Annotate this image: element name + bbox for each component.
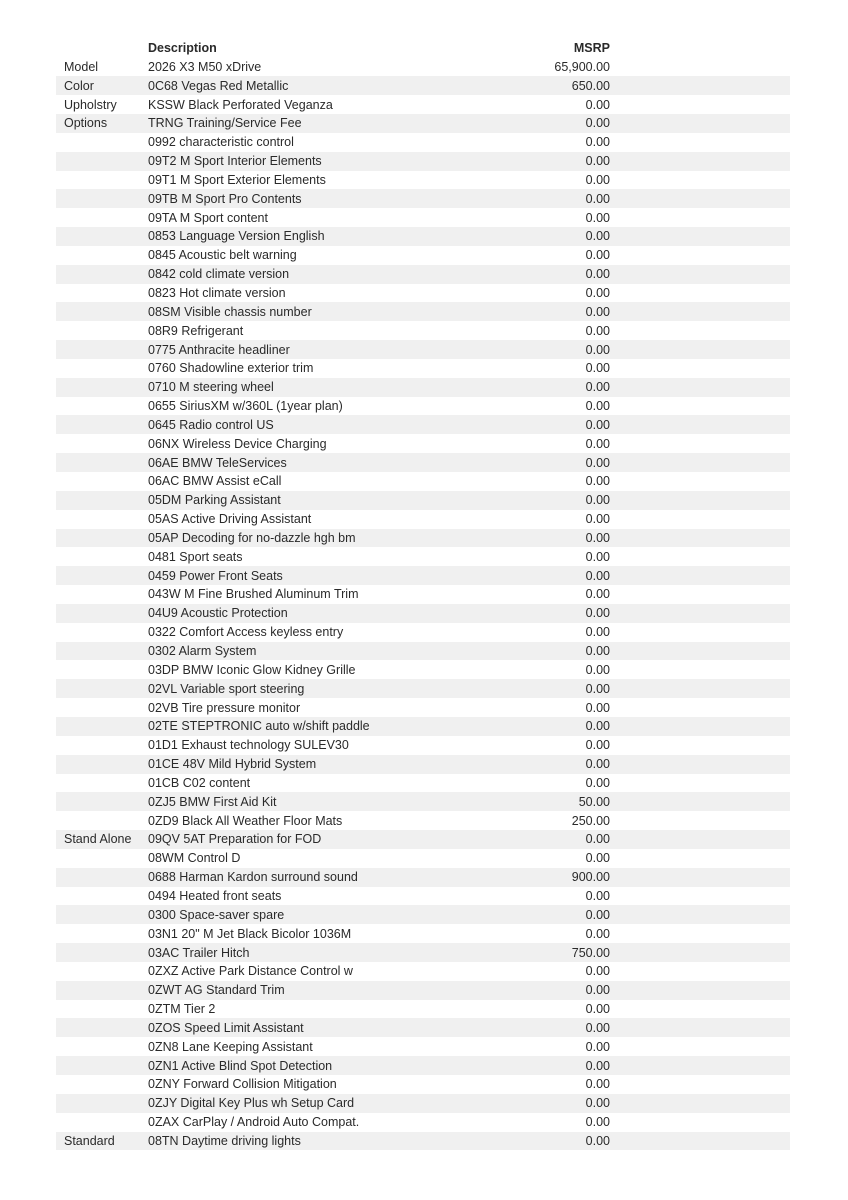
description-cell: 0ZAX CarPlay / Android Auto Compat. — [148, 1115, 360, 1130]
description-cell: 0481 Sport seats — [148, 549, 243, 564]
table-row — [56, 529, 790, 548]
msrp-cell: 0.00 — [585, 323, 610, 338]
table-row — [56, 246, 790, 265]
table-row — [56, 208, 790, 227]
msrp-column-header: MSRP — [573, 41, 610, 56]
description-cell: 08R9 Refrigerant — [148, 323, 244, 338]
category-cell: Standard — [64, 1133, 115, 1148]
msrp-cell: 0.00 — [585, 983, 610, 998]
table-row — [56, 284, 790, 303]
table-row — [56, 642, 790, 661]
table-row — [56, 57, 790, 76]
description-cell: 0ZN1 Active Blind Spot Detection — [148, 1058, 333, 1073]
msrp-cell: 0.00 — [585, 342, 610, 357]
description-cell: TRNG Training/Service Fee — [148, 116, 302, 131]
msrp-cell: 0.00 — [585, 285, 610, 300]
table-row — [56, 1132, 790, 1151]
msrp-cell: 0.00 — [585, 1077, 610, 1092]
table-row — [56, 736, 790, 755]
table-row — [56, 1113, 790, 1132]
msrp-cell: 0.00 — [585, 644, 610, 659]
table-row — [56, 792, 790, 811]
description-cell: 09TB M Sport Pro Contents — [148, 191, 302, 206]
description-cell: 0302 Alarm System — [148, 644, 257, 659]
description-cell: 01D1 Exhaust technology SULEV30 — [148, 738, 349, 753]
msrp-cell: 0.00 — [585, 926, 610, 941]
description-cell: 09T1 M Sport Exterior Elements — [148, 172, 326, 187]
table-row — [56, 849, 790, 868]
description-cell: 0842 cold climate version — [148, 267, 290, 282]
table-body — [56, 57, 790, 1150]
msrp-cell: 0.00 — [585, 417, 610, 432]
table-row — [56, 171, 790, 190]
description-cell: 0ZXZ Active Park Distance Control w — [148, 964, 353, 979]
msrp-cell: 0.00 — [585, 1058, 610, 1073]
table-row — [56, 604, 790, 623]
table-row — [56, 774, 790, 793]
msrp-cell: 0.00 — [585, 512, 610, 527]
table-row — [56, 868, 790, 887]
description-cell: 0ZJ5 BMW First Aid Kit — [148, 794, 277, 809]
table-row — [56, 1094, 790, 1113]
msrp-cell: 0.00 — [585, 964, 610, 979]
table-row — [56, 321, 790, 340]
msrp-cell: 0.00 — [585, 1039, 610, 1054]
description-cell: 02VB Tire pressure monitor — [148, 700, 301, 715]
table-row — [56, 1018, 790, 1037]
msrp-cell: 0.00 — [585, 210, 610, 225]
msrp-cell: 0.00 — [585, 662, 610, 677]
msrp-cell: 0.00 — [585, 719, 610, 734]
table-row — [56, 717, 790, 736]
description-cell: 05AS Active Driving Assistant — [148, 512, 312, 527]
msrp-cell: 0.00 — [585, 304, 610, 319]
table-row — [56, 1037, 790, 1056]
table-row — [56, 415, 790, 434]
table-row — [56, 491, 790, 510]
table-row — [56, 585, 790, 604]
table-row — [56, 830, 790, 849]
msrp-cell: 65,900.00 — [554, 59, 610, 74]
description-cell: 01CB C02 content — [148, 775, 251, 790]
category-cell: Upholstry — [64, 97, 117, 112]
msrp-cell: 0.00 — [585, 380, 610, 395]
table-row — [56, 114, 790, 133]
table-header-row — [56, 39, 790, 58]
description-cell: 0688 Harman Kardon surround sound — [148, 870, 358, 885]
msrp-cell: 0.00 — [585, 1020, 610, 1035]
table-row — [56, 227, 790, 246]
table-row — [56, 453, 790, 472]
description-cell: 0992 characteristic control — [148, 135, 294, 150]
msrp-cell: 0.00 — [585, 361, 610, 376]
description-cell: 03AC Trailer Hitch — [148, 945, 250, 960]
msrp-cell: 0.00 — [585, 116, 610, 131]
table-row — [56, 95, 790, 114]
table-row — [56, 1056, 790, 1075]
table-row — [56, 378, 790, 397]
description-cell: 05DM Parking Assistant — [148, 493, 281, 508]
table-row — [56, 660, 790, 679]
msrp-cell: 0.00 — [585, 568, 610, 583]
msrp-cell: 0.00 — [585, 267, 610, 282]
description-cell: 08WM Control D — [148, 851, 241, 866]
msrp-cell: 0.00 — [585, 474, 610, 489]
table-row — [56, 340, 790, 359]
table-row — [56, 887, 790, 906]
description-cell: KSSW Black Perforated Veganza — [148, 97, 333, 112]
table-row — [56, 1000, 790, 1019]
description-cell: 0645 Radio control US — [148, 417, 274, 432]
msrp-cell: 0.00 — [585, 248, 610, 263]
description-cell: 0823 Hot climate version — [148, 285, 286, 300]
description-cell: 0775 Anthracite headliner — [148, 342, 290, 357]
description-cell: 0ZOS Speed Limit Assistant — [148, 1020, 304, 1035]
msrp-cell: 50.00 — [578, 794, 610, 809]
table-row — [56, 76, 790, 95]
description-cell: 043W M Fine Brushed Aluminum Trim — [148, 587, 359, 602]
description-cell: 0760 Shadowline exterior trim — [148, 361, 314, 376]
table-row — [56, 905, 790, 924]
description-cell: 0853 Language Version English — [148, 229, 325, 244]
description-cell: 06AC BMW Assist eCall — [148, 474, 282, 489]
msrp-cell: 0.00 — [585, 172, 610, 187]
table-row — [56, 924, 790, 943]
table-row — [56, 962, 790, 981]
description-cell: 0655 SiriusXM w/360L (1year plan) — [148, 399, 343, 414]
description-cell: 0ZN8 Lane Keeping Assistant — [148, 1039, 313, 1054]
table-row — [56, 434, 790, 453]
msrp-cell: 0.00 — [585, 455, 610, 470]
description-cell: 09TA M Sport content — [148, 210, 268, 225]
msrp-cell: 0.00 — [585, 1133, 610, 1148]
vehicle-pricing-table — [56, 39, 790, 1151]
msrp-cell: 0.00 — [585, 625, 610, 640]
msrp-cell: 0.00 — [585, 530, 610, 545]
description-cell: 0ZJY Digital Key Plus wh Setup Card — [148, 1096, 355, 1111]
description-cell: 2026 X3 M50 xDrive — [148, 59, 262, 74]
description-column-header: Description — [148, 41, 217, 56]
category-cell: Model — [64, 59, 99, 74]
description-cell: 0C68 Vegas Red Metallic — [148, 78, 289, 93]
table-row — [56, 698, 790, 717]
description-cell: 09T2 M Sport Interior Elements — [148, 154, 322, 169]
description-cell: 08TN Daytime driving lights — [148, 1133, 301, 1148]
description-cell: 0459 Power Front Seats — [148, 568, 283, 583]
msrp-cell: 0.00 — [585, 775, 610, 790]
table-row — [56, 265, 790, 284]
msrp-cell: 0.00 — [585, 700, 610, 715]
table-row — [56, 510, 790, 529]
msrp-cell: 0.00 — [585, 436, 610, 451]
description-cell: 0710 M steering wheel — [148, 380, 274, 395]
description-cell: 03DP BMW Iconic Glow Kidney Grille — [148, 662, 356, 677]
description-cell: 0ZNY Forward Collision Mitigation — [148, 1077, 337, 1092]
msrp-cell: 0.00 — [585, 135, 610, 150]
description-cell: 04U9 Acoustic Protection — [148, 606, 288, 621]
table-row — [56, 359, 790, 378]
msrp-cell: 0.00 — [585, 851, 610, 866]
msrp-cell: 0.00 — [585, 888, 610, 903]
msrp-cell: 0.00 — [585, 97, 610, 112]
msrp-cell: 0.00 — [585, 587, 610, 602]
table-row — [56, 1075, 790, 1094]
description-cell: 05AP Decoding for no-dazzle hgh bm — [148, 530, 356, 545]
table-row — [56, 943, 790, 962]
description-cell: 0ZWT AG Standard Trim — [148, 983, 285, 998]
description-cell: 03N1 20" M Jet Black Bicolor 1036M — [148, 926, 352, 941]
msrp-cell: 0.00 — [585, 154, 610, 169]
msrp-cell: 0.00 — [585, 681, 610, 696]
category-cell: Stand Alone — [64, 832, 132, 847]
description-cell: 08SM Visible chassis number — [148, 304, 312, 319]
msrp-cell: 0.00 — [585, 757, 610, 772]
msrp-cell: 0.00 — [585, 832, 610, 847]
msrp-cell: 750.00 — [571, 945, 610, 960]
msrp-cell: 0.00 — [585, 229, 610, 244]
table-row — [56, 189, 790, 208]
table-row — [56, 679, 790, 698]
msrp-cell: 0.00 — [585, 606, 610, 621]
table-row — [56, 133, 790, 152]
description-cell: 0494 Heated front seats — [148, 888, 282, 903]
msrp-cell: 0.00 — [585, 738, 610, 753]
msrp-cell: 250.00 — [571, 813, 610, 828]
description-cell: 06NX Wireless Device Charging — [148, 436, 327, 451]
table-row — [56, 302, 790, 321]
description-cell: 0ZD9 Black All Weather Floor Mats — [148, 813, 343, 828]
table-row — [56, 755, 790, 774]
table-row — [56, 397, 790, 416]
description-cell: 02TE STEPTRONIC auto w/shift paddle — [148, 719, 370, 734]
table-row — [56, 623, 790, 642]
msrp-cell: 0.00 — [585, 399, 610, 414]
msrp-cell: 0.00 — [585, 1096, 610, 1111]
description-cell: 0300 Space-saver spare — [148, 907, 285, 922]
msrp-cell: 0.00 — [585, 549, 610, 564]
msrp-cell: 0.00 — [585, 191, 610, 206]
description-cell: 02VL Variable sport steering — [148, 681, 305, 696]
table-row — [56, 981, 790, 1000]
description-cell: 09QV 5AT Preparation for FOD — [148, 832, 322, 847]
table-row — [56, 152, 790, 171]
table-row — [56, 547, 790, 566]
description-cell: 01CE 48V Mild Hybrid System — [148, 757, 317, 772]
table-row — [56, 811, 790, 830]
msrp-cell: 0.00 — [585, 907, 610, 922]
description-cell: 0ZTM Tier 2 — [148, 1002, 216, 1017]
table-row — [56, 472, 790, 491]
msrp-cell: 0.00 — [585, 1115, 610, 1130]
category-cell: Options — [64, 116, 108, 131]
msrp-cell: 650.00 — [571, 78, 610, 93]
msrp-cell: 900.00 — [571, 870, 610, 885]
table-row — [56, 566, 790, 585]
category-cell: Color — [64, 78, 94, 93]
msrp-cell: 0.00 — [585, 1002, 610, 1017]
description-cell: 0845 Acoustic belt warning — [148, 248, 297, 263]
description-cell: 0322 Comfort Access keyless entry — [148, 625, 344, 640]
msrp-cell: 0.00 — [585, 493, 610, 508]
description-cell: 06AE BMW TeleServices — [148, 455, 287, 470]
